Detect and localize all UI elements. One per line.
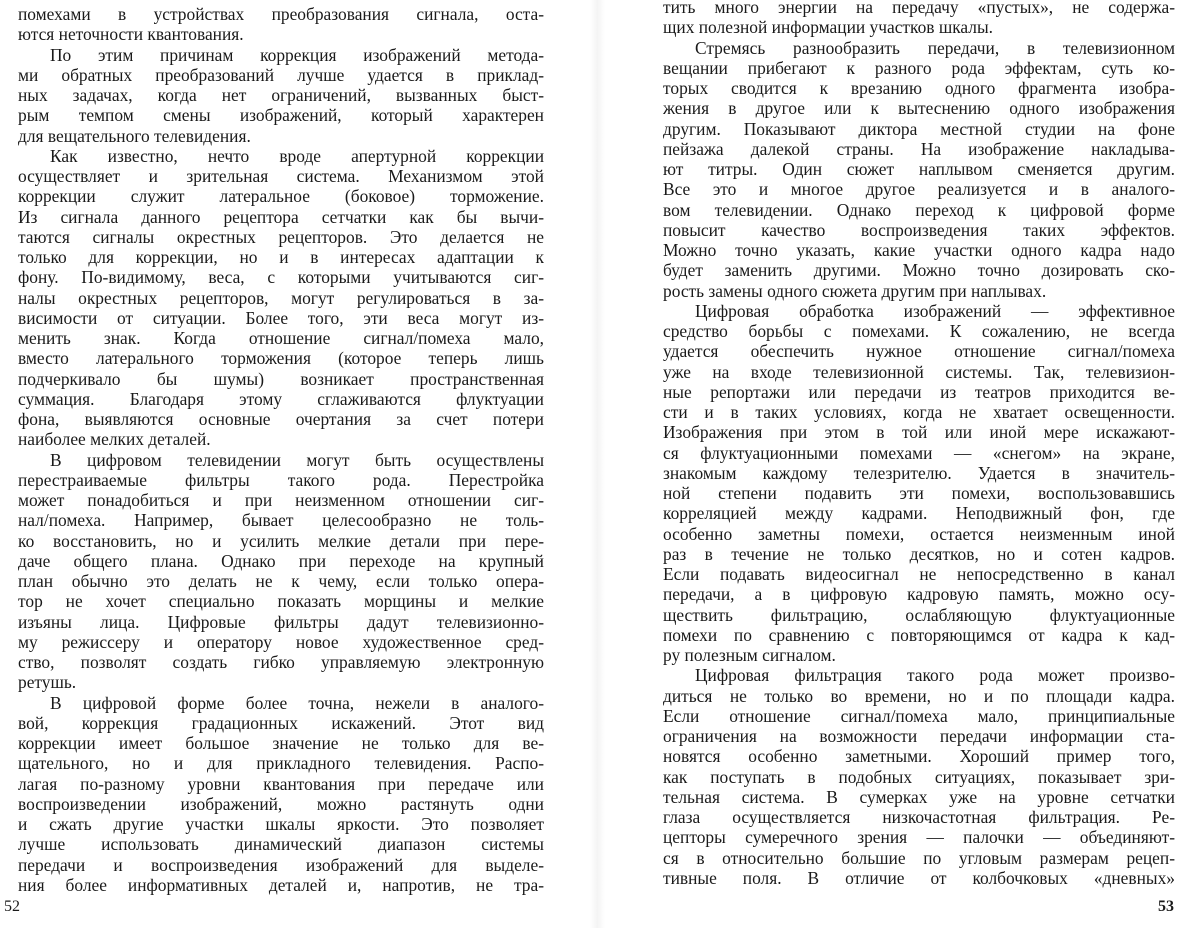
text-line: Цифровая обработка изображений — эффективное — [695, 300, 1175, 321]
text-line: цепторы сумеречного зрения — палочки — объединяют- — [663, 827, 1175, 848]
text-line: тор не хочет специально показать морщины и мелкие — [18, 591, 544, 612]
text-line: Если отношение сигнал/помеха мало, принципиальные — [663, 705, 1175, 726]
text-line: для вещательного телевидения. — [18, 125, 251, 146]
text-line: ко восстановить, но и усилить мелкие детали при пере- — [18, 530, 544, 551]
text-line: ся флуктуационными помехами — «снегом» на экране, — [663, 442, 1175, 463]
text-line: передачи и воспроизведения изображений для выделе- — [18, 854, 544, 875]
text-line: В цифровой форме более точна, нежели в аналого- — [50, 692, 544, 713]
text-line: му режиссеру и оператору новое художественное сред- — [18, 631, 544, 652]
text-line: налы окрестных рецепторов, могут регулироваться в за- — [18, 287, 544, 308]
text-line: тить много энергии на передачу «пустых», не содержа- — [663, 0, 1175, 17]
text-line: диться не только во времени, но и по площади кадра. — [663, 685, 1175, 706]
text-line: вместо латерального торможения (которое теперь лишь — [18, 348, 544, 369]
text-line: ся в относительно большие по угловым размерам рецеп- — [663, 847, 1175, 868]
book-gutter — [590, 0, 605, 928]
text-line: удается обеспечить нужное отношение сигнал/помеха — [663, 341, 1175, 362]
text-line: будет заменить другими. Можно точно дозировать ско- — [663, 260, 1175, 281]
text-line: может понадобиться и при неизменном отношении сиг- — [18, 490, 544, 510]
right-page — [605, 0, 1200, 928]
left-page-text — [18, 4, 544, 895]
text-line: знакомым каждому телезрителю. Удается в значитель- — [663, 462, 1175, 483]
text-line: торых сводится к врезанию одного фрагмента изобра- — [663, 78, 1175, 98]
right-page-text — [663, 0, 1175, 888]
text-line: Все это и многое другое реализуется и в аналого- — [663, 179, 1175, 200]
text-line: щательного, но и для прикладного телевидения. Распо- — [18, 753, 544, 774]
text-line: фона, выявляются основные очертания за счет потери — [18, 409, 544, 429]
text-line: ются неточности квантования. — [18, 24, 244, 45]
text-line: ру полезным сигналом. — [663, 645, 836, 665]
text-line: изъяны лица. Цифровые фильтры дадут телевизионно- — [18, 611, 544, 632]
text-line: передачи, а в цифровую кадровую память, можно осу- — [663, 584, 1175, 605]
text-line: щих полезной информации участков шкалы. — [663, 17, 993, 38]
text-line: вой, коррекция градационных искажений. Этот вид — [18, 712, 544, 733]
text-line: ретушь. — [18, 672, 77, 693]
text-line: пейзажа далекой страны. На изображение накладыва- — [663, 138, 1175, 159]
text-line: другим. Показывают диктора местной студии на фоне — [663, 118, 1175, 139]
text-line: осуществляет и зрительная система. Механизмом этой — [18, 166, 544, 186]
text-line: ния более информативных деталей и, напротив, не тра- — [18, 874, 544, 895]
text-line: фону. По-видимому, веса, с которыми учитываются сиг- — [18, 267, 544, 288]
text-line: раз в течение не только десятков, но и сотен кадров. — [663, 543, 1175, 564]
left-page-number: 52 — [4, 898, 20, 915]
text-line: ных задачах, когда нет ограничений, вызванных быст- — [18, 85, 544, 105]
text-line: ми обратных преобразований лучше удается в приклад- — [18, 64, 544, 85]
text-line: как поступать в подобных ситуациях, показывает зри- — [663, 766, 1175, 787]
text-line: Можно точно указать, какие участки одного кадра надо — [663, 240, 1175, 260]
text-line: средство борьбы с помехами. К сожалению, не всегда — [663, 321, 1175, 341]
text-line: ство, позволят создать гибко управляемую электронную — [18, 652, 544, 672]
text-line: уже на входе телевизионной системы. Так, телевизион- — [663, 361, 1175, 382]
text-line: подчеркивало бы шумы) возникает пространственная — [18, 368, 544, 389]
text-line: лучше использовать динамический диапазон системы — [18, 834, 544, 855]
text-line: Из сигнала данного рецептора сетчатки как бы вычи- — [18, 206, 544, 227]
text-line: тельная система. В сумерках уже на уровне сетчатки — [663, 786, 1175, 807]
text-line: коррекции имеет большое значение не только для ве- — [18, 733, 544, 753]
text-line: ные репортажи или передачи из театров приходится ве- — [663, 381, 1175, 402]
text-line: помехами в устройствах преобразования сигнала, оста- — [18, 4, 544, 24]
text-line: новятся особенно заметными. Хороший пример того, — [663, 746, 1175, 767]
text-line: По этим причинам коррекция изображений метода- — [50, 44, 544, 65]
text-line: тивные поля. В отличие от колбочковых «дневных» — [663, 867, 1175, 888]
text-line: перестраиваемые фильтры такого рода. Перестройка — [18, 469, 544, 490]
text-line: Стремясь разнообразить передачи, в телевизионном — [695, 37, 1175, 58]
text-line: корреляцией между кадрами. Неподвижный фон, где — [663, 503, 1175, 524]
text-line: план обычно это делать не к чему, если только опера- — [18, 571, 544, 591]
text-line: и сжать другие участки шкалы яркости. Это позволяет — [18, 814, 544, 834]
text-line: суммация. Благодаря этому сглаживаются флуктуации — [18, 388, 544, 409]
text-line: В цифровом телевидении могут быть осуществлены — [50, 449, 544, 470]
text-line: вещании прибегают к разного рода эффектам, суть ко- — [663, 57, 1175, 78]
text-line: ют титры. Один сюжет наплывом сменяется другим. — [663, 159, 1175, 179]
text-line: жения в другое или к вытеснению одного изображения — [663, 98, 1175, 119]
text-line: лагая по-разному уровни квантования при передаче или — [18, 773, 544, 794]
left-page — [0, 0, 590, 928]
text-line: особенно заметны помехи, остается неизменным иной — [663, 523, 1175, 544]
text-line: вом телевидении. Однако переход к цифровой форме — [663, 199, 1175, 220]
text-line: только для коррекции, но и в интересах адаптации к — [18, 247, 544, 267]
text-line: ограничения на возможности передачи информации ста- — [663, 726, 1175, 746]
right-page-number: 53 — [1158, 898, 1174, 915]
text-line: ществить фильтрацию, ослабляющую флуктуационные — [663, 604, 1175, 625]
text-line: рость замены одного сюжета другим при наплывах. — [663, 280, 1047, 301]
text-line: рым темпом смены изображений, который характерен — [18, 105, 544, 126]
text-line: Как известно, нечто вроде апертурной коррекции — [50, 145, 544, 166]
text-line: сти и в таких условиях, когда не хватает освещенности. — [663, 402, 1175, 422]
text-line: таются сигналы окрестных рецепторов. Это делается не — [18, 226, 544, 247]
text-line: ной степени подавить эти помехи, воспользовавшись — [663, 483, 1175, 503]
text-line: глаза осуществляется низкочастотная фильтрация. Ре- — [663, 807, 1175, 827]
text-line: повысит качество воспроизведения таких эффектов. — [663, 219, 1175, 240]
text-line: Цифровая фильтрация такого рода может произво- — [695, 665, 1175, 686]
text-line: даче общего плана. Однако при переходе на крупный — [18, 550, 544, 571]
text-line: менить знак. Когда отношение сигнал/помеха мало, — [18, 328, 544, 348]
text-line: Изображения при этом в той или иной мере искажают- — [663, 422, 1175, 443]
text-line: наиболее мелких деталей. — [18, 429, 211, 450]
text-line: висимости от ситуации. Более того, эти веса могут из- — [18, 307, 544, 328]
text-line: воспроизведении изображений, можно растянуть одни — [18, 793, 544, 814]
text-line: помехи по сравнению с повторяющимся от кадра к кад- — [663, 624, 1175, 645]
text-line: нал/помеха. Например, бывает целесообразно не толь- — [18, 510, 544, 531]
text-line: коррекции служит латеральное (боковое) торможение. — [18, 186, 544, 207]
text-line: Если подавать видеосигнал не непосредственно в канал — [663, 564, 1175, 584]
